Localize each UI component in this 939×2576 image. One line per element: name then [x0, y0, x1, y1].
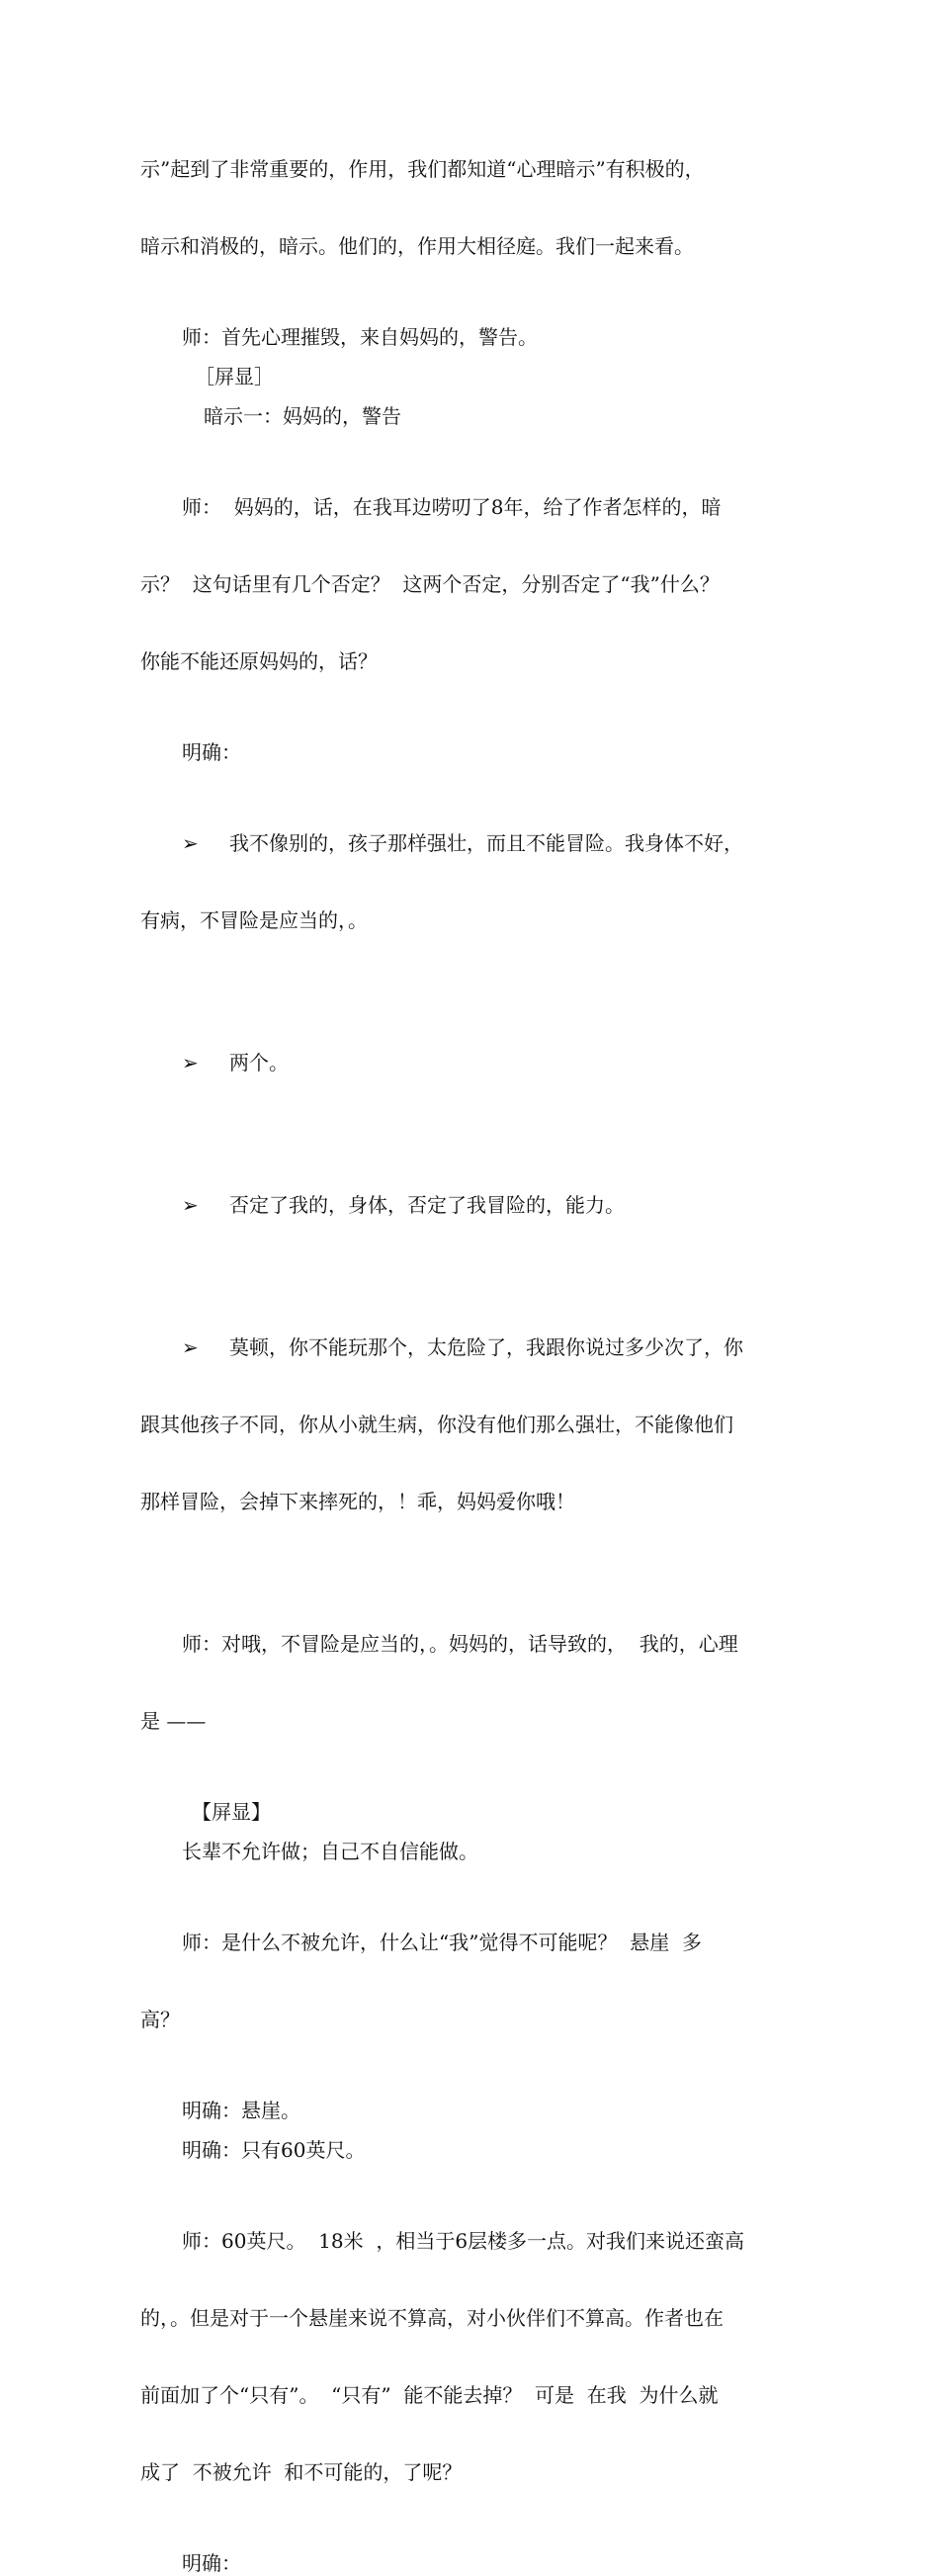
- arrow-bullet-icon: ➢: [182, 1193, 199, 1217]
- text-line: 的，。但是对于一个悬崖来说不算高，对小伙伴们不算高。作者也在: [140, 2306, 724, 2330]
- text-line: 示”起到了非常重要的，作用，我们都知道“心理暗示”有积极的，: [140, 157, 705, 181]
- bullet-item: [140, 779, 798, 985]
- answer-line: 明确：悬崖。: [182, 2099, 300, 2122]
- text-line: 师： 妈妈的，话，在我耳边唠叨了8年，给了作者怎样的，暗: [182, 495, 722, 519]
- text-line: 跟其他孩子不同，你从小就生病，你没有他们那么强壮，不能像他们: [140, 1413, 733, 1436]
- arrow-bullet-icon: ➢: [182, 831, 199, 855]
- text-line: 师：是什么不被允许，什么让“我”觉得不可能呢？ 悬崖 多: [182, 1931, 702, 1954]
- text-line: [140, 830, 798, 856]
- document-body: [140, 105, 798, 2576]
- text-line: 成了 不被允许 和不可能的，了呢？: [140, 2460, 463, 2484]
- arrow-bullet-icon: ➢: [182, 1051, 199, 1074]
- display-content: 长辈不允许做；自己不自信能做。: [182, 1840, 478, 1863]
- teacher-line: [140, 1580, 798, 1785]
- screen-display-label: ［屏显］: [195, 365, 274, 388]
- arrow-bullet-icon: ➢: [182, 1335, 199, 1359]
- bullet-text: 两个。: [229, 1051, 289, 1074]
- text-line: [140, 1192, 798, 1218]
- answer-line: 明确：只有60英尺。: [182, 2138, 366, 2162]
- teacher-line: 师：首先心理摧毁，来自妈妈的，警告。: [182, 325, 538, 349]
- bullet-text: 我不像别的，孩子那样强壮，而且不能冒险。我身体不好，: [229, 831, 743, 855]
- text-line: [140, 1050, 798, 1075]
- text-line: 那样冒险，会掉下来摔死的，！乖，妈妈爱你哦！: [140, 1490, 575, 1513]
- text-line: 示？ 这句话里有几个否定？ 这两个否定，分别否定了“我”什么？: [140, 572, 720, 596]
- text-line: 你能不能还原妈妈的，话？: [140, 649, 378, 673]
- bullet-item: [140, 998, 798, 1127]
- text-line: 暗示和消极的，暗示。他们的，作用大相径庭。我们一起来看。: [140, 234, 694, 258]
- text-line: 是 ——: [140, 1709, 207, 1733]
- bullet-item: [140, 1141, 798, 1269]
- screen-display-label: 【屏显】: [192, 1800, 271, 1824]
- answer-label: 明确：: [182, 2551, 241, 2575]
- teacher-question: [140, 1878, 798, 2084]
- text-line: 师：60英尺。 18米 ，相当于6层楼多一点。对我们来说还蛮高: [182, 2229, 745, 2253]
- text-line: [140, 1334, 798, 1360]
- paragraph-intro: [140, 105, 798, 310]
- bullet-text: 莫顿，你不能玩那个，太危险了，我跟你说过多少次了，你: [229, 1335, 743, 1359]
- teacher-question: [140, 443, 798, 726]
- text-line: 有病，不冒险是应当的，。: [140, 908, 368, 932]
- text-line: 师：对哦，不冒险是应当的，。妈妈的，话导致的， 我的，心理: [182, 1632, 738, 1656]
- text-line: 高？: [140, 2008, 180, 2031]
- bullet-text: 否定了我的，身体，否定了我冒险的，能力。: [229, 1193, 625, 1217]
- answer-label: 明确：: [182, 740, 241, 764]
- hint-heading: 暗示一：妈妈的，警告: [204, 404, 401, 428]
- teacher-line: [140, 2177, 798, 2536]
- text-line: 前面加了个“只有”。 “只有” 能不能去掉？ 可是 在我 为什么就: [140, 2383, 719, 2407]
- bullet-item: [140, 1283, 798, 1566]
